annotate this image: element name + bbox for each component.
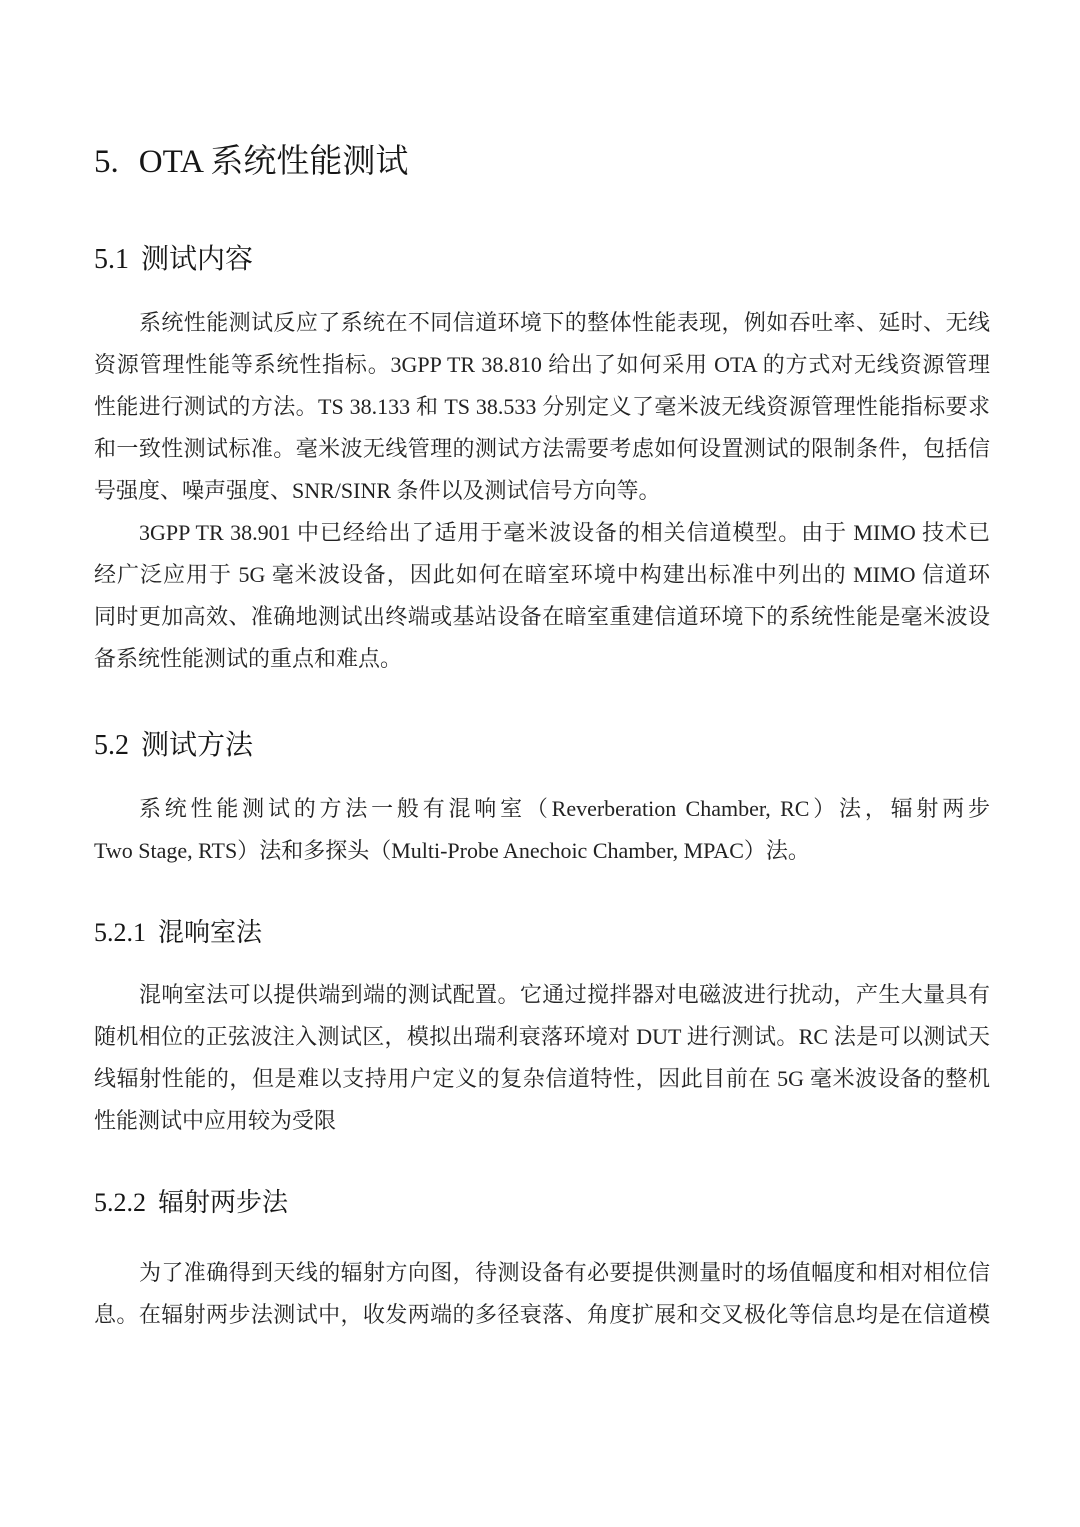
section-5-1-title: 测试内容 xyxy=(141,244,254,275)
chapter-title: OTA 系统性能测试 xyxy=(138,144,409,180)
section-5-2-2-number: 5.2.2 xyxy=(94,1188,146,1217)
text-line: 资源管理性能等系统性指标。3GPP TR 38.810 给出了如何采用 OTA 的方式对无线资源管理 xyxy=(94,352,990,377)
text-line: 为了准确得到天线的辐射方向图，待测设备有必要提供测量时的场值幅度和相对相位信 xyxy=(139,1260,990,1285)
paragraph-5-1-b xyxy=(94,512,990,680)
section-5-1-heading xyxy=(94,240,990,280)
text-line: 和一致性测试标准。毫米波无线管理的测试方法需要考虑如何设置测试的限制条件，包括信 xyxy=(94,436,990,461)
section-5-2-1-number: 5.2.1 xyxy=(94,918,146,947)
text-line: 系统性能测试反应了系统在不同信道环境下的整体性能表现，例如吞吐率、延时、无线 xyxy=(139,310,990,335)
text-line: 性能进行测试的方法。TS 38.133 和 TS 38.533 分别定义了毫米波无线资源管理性能指标要求 xyxy=(94,394,990,419)
text-line: Two Stage, RTS）法和多探头（Multi-Probe Anechoic Chamber, MPAC）法。 xyxy=(94,838,810,863)
section-5-2-number: 5.2 xyxy=(94,730,129,761)
paragraph-5-2-2 xyxy=(94,1252,990,1336)
text-line: 系统性能测试的方法一般有混响室（Reverberation Chamber, RC）法，辐射两步 xyxy=(139,796,990,821)
paragraph-5-1-a xyxy=(94,302,990,512)
section-5-2-2-title: 辐射两步法 xyxy=(158,1188,289,1217)
text-line: 息。在辐射两步法测试中，收发两端的多径衰落、角度扩展和交叉极化等信息均是在信道模 xyxy=(94,1302,990,1327)
text-line: 性能测试中应用较为受限 xyxy=(94,1108,337,1133)
chapter-heading xyxy=(94,140,990,184)
text-line: 3GPP TR 38.901 中已经给出了适用于毫米波设备的相关信道模型。由于 MIMO 技术已 xyxy=(139,520,990,545)
section-5-2-title: 测试方法 xyxy=(141,730,254,761)
section-5-2-1-title: 混响室法 xyxy=(158,918,263,947)
section-5-2-heading xyxy=(94,726,990,766)
text-line: 混响室法可以提供端到端的测试配置。它通过搅拌器对电磁波进行扰动，产生大量具有 xyxy=(139,982,990,1007)
text-line: 线辐射性能的，但是难以支持用户定义的复杂信道特性，因此目前在 5G 毫米波设备的整机 xyxy=(94,1066,990,1091)
section-5-2-2-heading xyxy=(94,1184,990,1222)
section-5-2-1-heading xyxy=(94,914,990,952)
text-line: 号强度、噪声强度、SNR/SINR 条件以及测试信号方向等。 xyxy=(94,478,661,503)
text-line: 同时更加高效、准确地测试出终端或基站设备在暗室重建信道环境下的系统性能是毫米波设 xyxy=(94,604,990,629)
paragraph-5-2 xyxy=(94,788,990,872)
section-5-1-number: 5.1 xyxy=(94,244,129,275)
chapter-number: 5. xyxy=(94,144,119,180)
text-line: 随机相位的正弦波注入测试区，模拟出瑞利衰落环境对 DUT 进行测试。RC 法是可以测试天 xyxy=(94,1024,990,1049)
paragraph-5-2-1 xyxy=(94,974,990,1142)
text-line: 备系统性能测试的重点和难点。 xyxy=(94,646,403,671)
text-line: 经广泛应用于 5G 毫米波设备，因此如何在暗室环境中构建出标准中列出的 MIMO 信道环 xyxy=(94,562,990,587)
